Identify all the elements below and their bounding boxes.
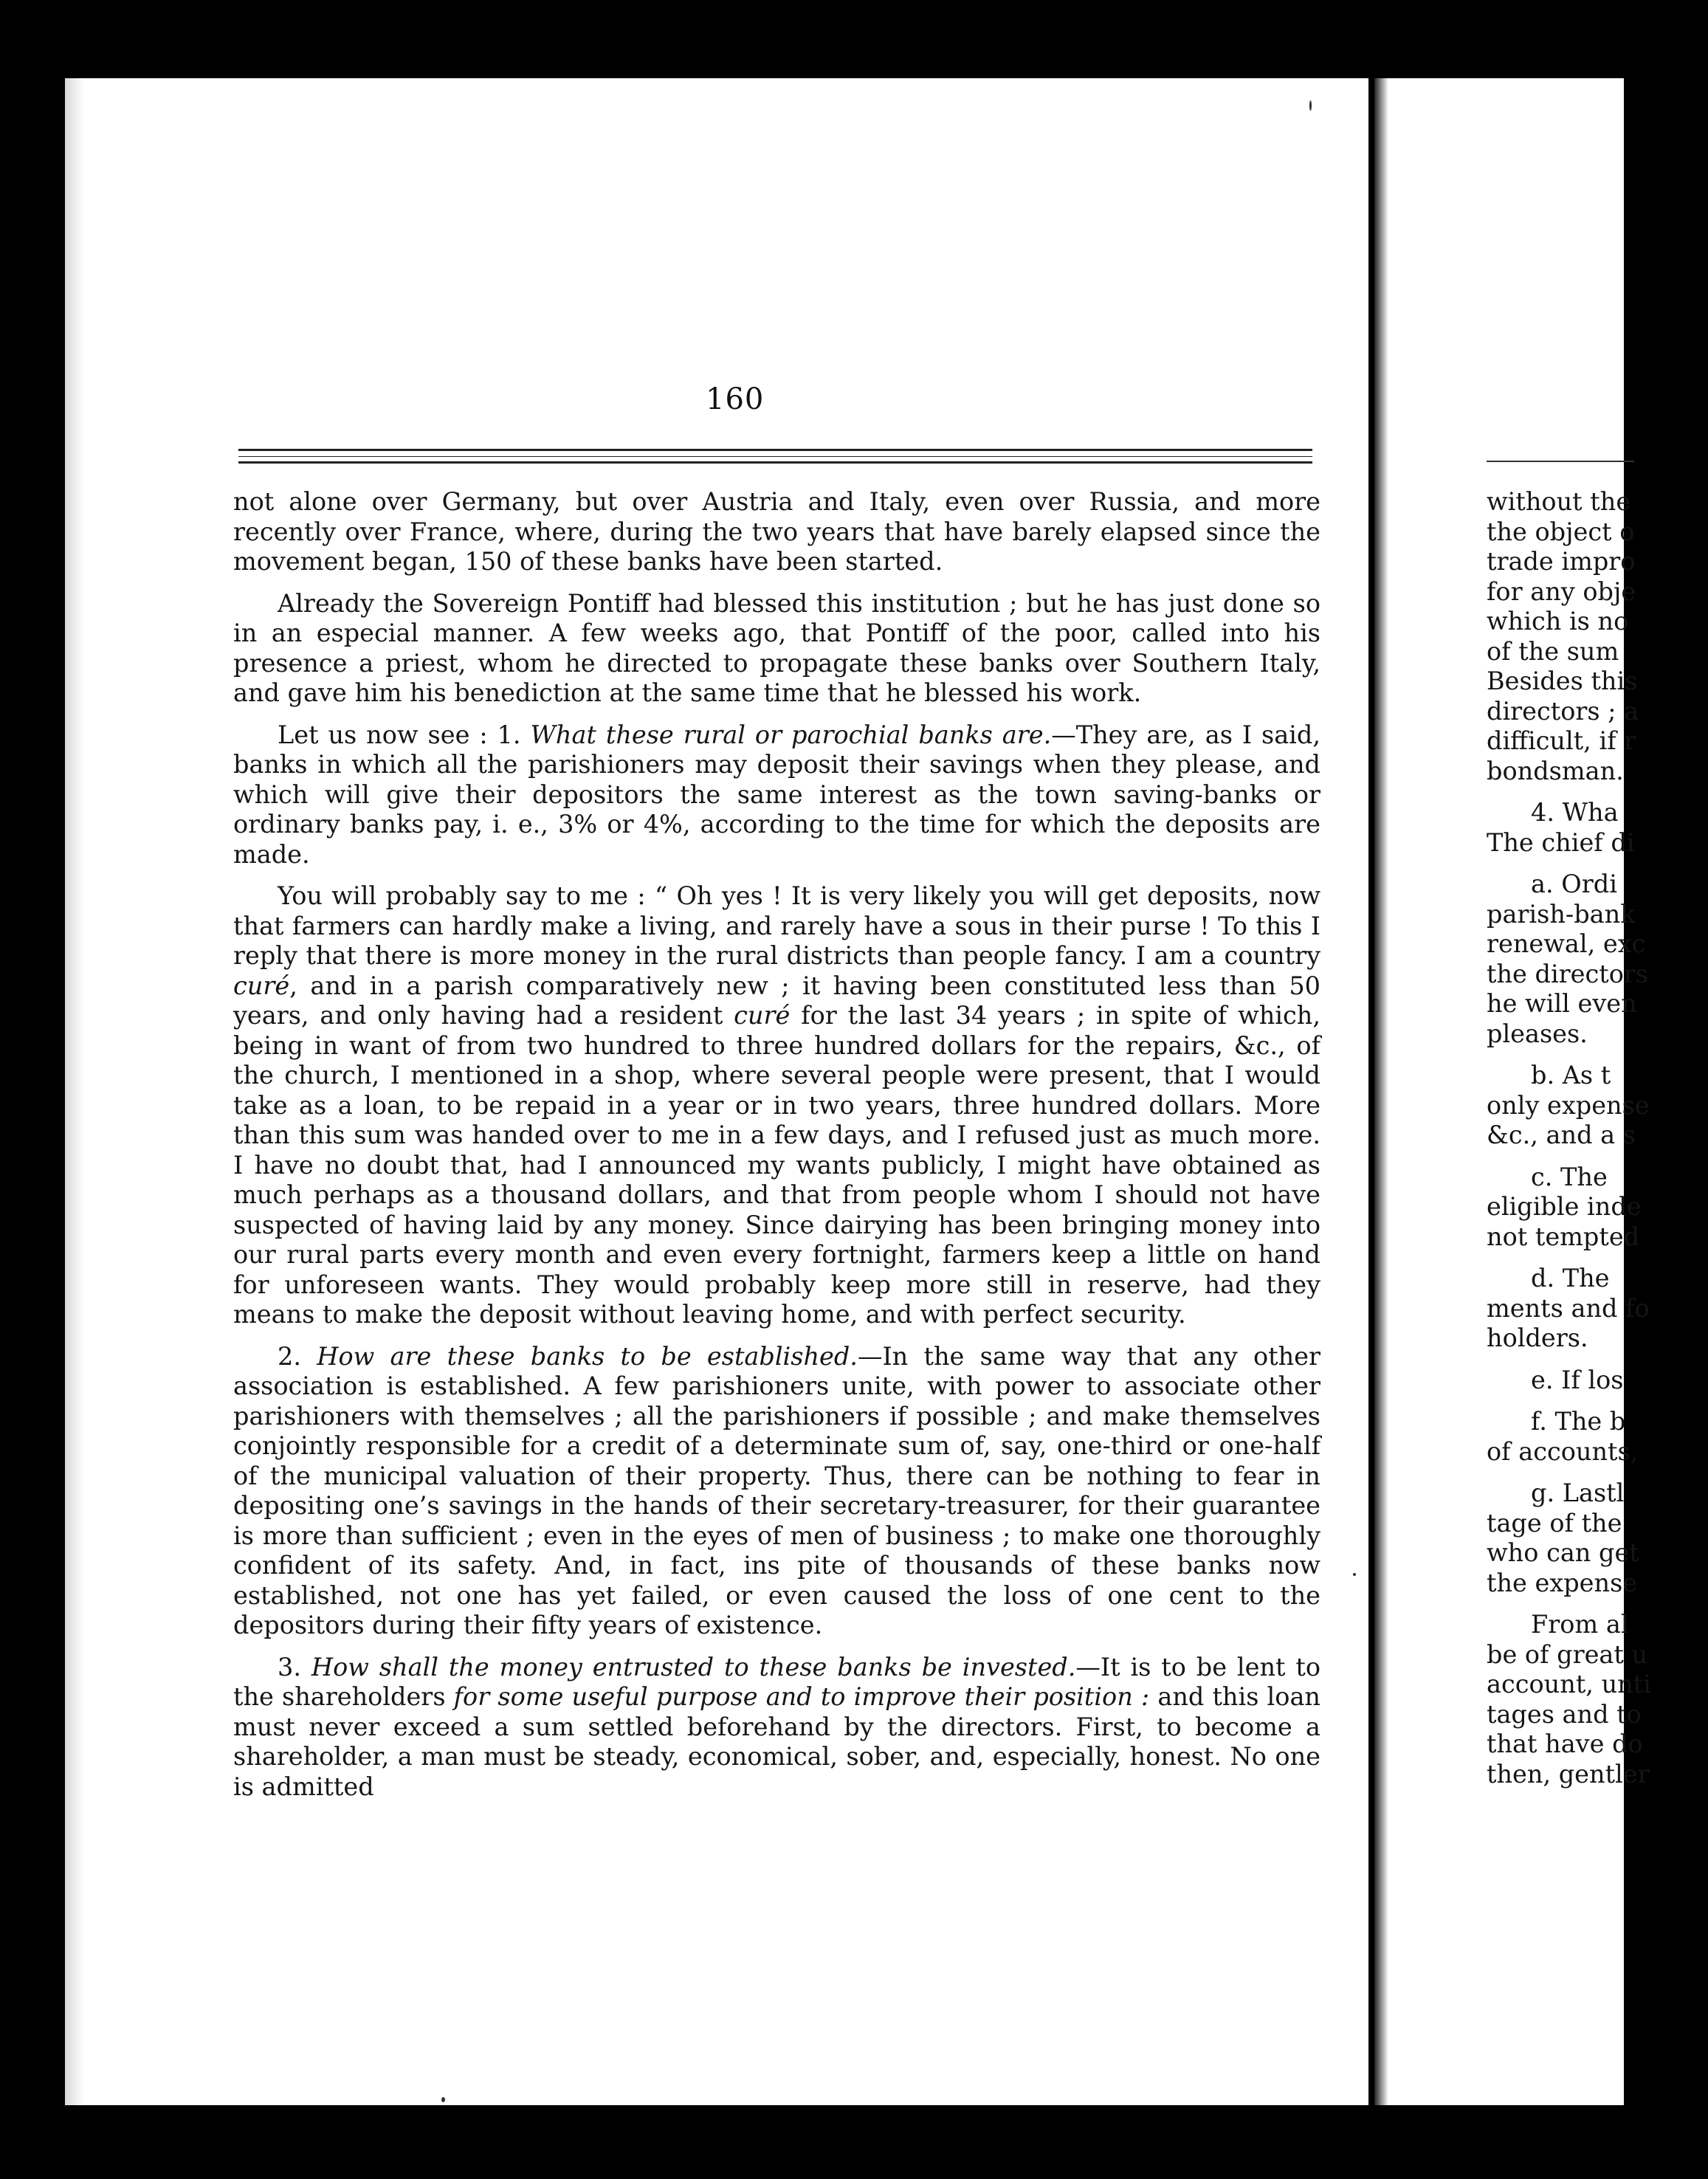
text-fragment: d. The (1531, 1264, 1610, 1292)
text-fragment: b. As t (1531, 1061, 1611, 1090)
text-fragment: The chief di (1487, 827, 1635, 857)
text-fragment: then, gentler (1487, 1759, 1650, 1789)
text-fragment: the expense (1487, 1568, 1638, 1597)
section-title: How shall the money entrusted to these banks be invested. (311, 1652, 1076, 1681)
text-fragment: ments and fo (1487, 1293, 1650, 1323)
text-fragment: the directors (1487, 959, 1649, 988)
text-fragment: of the sum (1487, 636, 1619, 666)
right-page (1374, 78, 1651, 2105)
text-fragment: that have do (1487, 1729, 1643, 1758)
scan-speck (1309, 100, 1312, 111)
text-fragment: difficult, if r (1487, 726, 1636, 755)
text-fragment: bondsman. (1487, 756, 1624, 785)
text-fragment: tages and to (1487, 1699, 1642, 1729)
text-fragment: Besides this (1487, 667, 1638, 695)
page-number: 160 (706, 382, 765, 416)
text-fragment: he will even (1487, 989, 1637, 1018)
scan-speck (441, 2097, 445, 2102)
binding-shadow (65, 78, 84, 2105)
paragraph: not alone over Germany, but over Austria and Italy, even over Russia, and more recently over France, where, during the two years that have barely elapsed since the movement began, 150 of these banks have been started. (233, 487, 1320, 576)
text-fragment: who can get (1487, 1538, 1639, 1567)
text-fragment: trade impro (1487, 547, 1636, 576)
text-fragment: without the (1487, 487, 1631, 516)
text-fragment: which is no (1487, 607, 1629, 636)
text-fragment: of accounts, (1487, 1436, 1639, 1466)
section-title: How are these banks to be established. (317, 1341, 858, 1371)
text-fragment: directors ; a (1487, 696, 1639, 726)
text-fragment: f. The b (1531, 1407, 1626, 1436)
text-fragment: e. If los (1531, 1365, 1624, 1394)
right-page-text (1487, 487, 1708, 1789)
text-fragment: eligible inde (1487, 1192, 1642, 1221)
body-text (233, 487, 1320, 1814)
header-rule (238, 456, 1312, 457)
text-fragment: the object o (1487, 517, 1635, 546)
left-page (65, 78, 1368, 2105)
text-fragment: for any obje (1487, 576, 1636, 606)
text-fragment: parish-bank (1487, 899, 1636, 929)
text-fragment: only expense (1487, 1090, 1650, 1120)
text-fragment: account, unti (1487, 1670, 1651, 1698)
header-rule (238, 461, 1312, 464)
text-fragment: holders. (1487, 1323, 1588, 1352)
paragraph: Let us now see : 1. What these rural or parochial banks are.—They are, as I said, banks in which all the parishioners may deposit their savings when they please, and which will give their depositors the same interest as the town saving-banks or ordinary banks pay, i. e., 3% or 4%, according to the time for which the deposits are made. (233, 720, 1320, 869)
paragraph: 3. How shall the money entrusted to these banks be invested.—It is to be lent to the shareholders for some useful purpose and to improve their position : and this loan must never exceed a sum settled beforehand by the directors. First, to become a shareholder, a man must be steady, economical, sober, and, especially, honest. No one is admitted (233, 1652, 1320, 1801)
scan-speck (1353, 1573, 1356, 1576)
text-fragment: tage of the (1487, 1508, 1622, 1538)
binding-shadow (1374, 78, 1388, 2105)
header-rule (1487, 461, 1634, 462)
text-fragment: a. Ordi (1531, 870, 1617, 898)
section-title: What these rural or parochial banks are. (530, 720, 1052, 749)
text-fragment: renewal, exc (1487, 929, 1646, 958)
text-fragment: From al (1531, 1610, 1629, 1639)
text-fragment: c. The (1531, 1162, 1608, 1191)
text-fragment: not tempted (1487, 1222, 1640, 1251)
text-fragment: be of great u (1487, 1639, 1648, 1669)
paragraph: You will probably say to me : “ Oh yes ! It is very likely you will get deposits, now that farmers can hardly make a living, and rarely have a sous in their purse ! To this I reply that there is more money in the rural districts than people fancy. I am a country curé, and in a parish comparatively new ; it having been constituted less than 50 years, and only having had a resident curé for the last 34 years ; in spite of which, being in want of from two hundred to three hundred dollars for the repairs, &c., of the church, I mentioned in a shop, where several people were present, that I would take as a loan, to be repaid in a year or in two years, three hundred dollars. More than this sum was handed over to me in a few days, and I refused just as much more. I have no doubt that, had I announced my wants publicly, I might have obtained as much perhaps as a thousand dollars, and that from people whom I should not have suspected of having laid by any money. Since dairying has been bringing money into our rural parts every month and even every fortnight, farmers keep a little on hand for unforeseen wants. They would probably keep more still in reserve, had they means to make the deposit without leaving home, and with perfect security. (233, 881, 1320, 1329)
header-rule (238, 449, 1312, 451)
text-fragment: 4. Wha (1531, 798, 1619, 827)
paragraph: 2. How are these banks to be established.—In the same way that any other association is established. A few parishioners unite, with power to associate other parishioners with themselves ; all the parishioners if possible ; and make themselves conjointly responsible for a credit of a determinate sum of, say, one-third or one-half of the municipal valuation of their property. Thus, there can be nothing to fear in depositing one’s savings in the hands of their secretary-treasurer, for their guarantee is more than sufficient ; even in the eyes of men of business ; to make one thoroughly confident of its safety. And, in fact, ins pite of thousands of these banks now established, not one has yet failed, or even caused the loss of one cent to the depositors during their fifty years of existence. (233, 1341, 1320, 1639)
text-fragment: g. Lastl (1531, 1479, 1625, 1507)
text-fragment: &c., and a s (1487, 1121, 1636, 1149)
text-fragment: pleases. (1487, 1019, 1588, 1048)
paragraph: Already the Sovereign Pontiff had blessed this institution ; but he has just done so in an especial manner. A few weeks ago, that Pontiff of the poor, called into his presence a priest, whom he directed to propagate these banks over Southern Italy, and gave him his benediction at the same time that he blessed his work. (233, 588, 1320, 707)
